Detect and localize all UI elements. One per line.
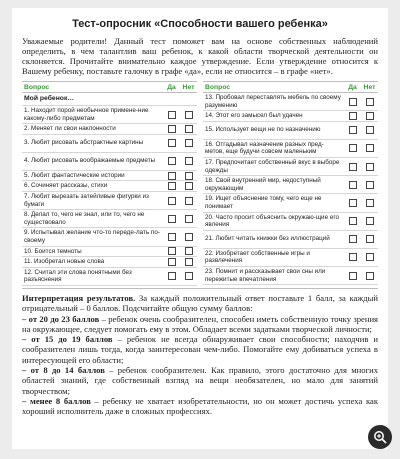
score-range: – от 20 до 23 баллов [22, 313, 100, 324]
answer-cell-no [361, 126, 378, 134]
table-header [22, 81, 197, 93]
answer-cell-yes [163, 111, 180, 119]
answer-cell-no [180, 272, 197, 280]
yes-checkbox[interactable] [349, 144, 357, 152]
no-checkbox[interactable] [366, 253, 374, 261]
answer-cell-yes [163, 247, 180, 255]
header-yes: Да [167, 83, 176, 91]
question-text: 15. Использует вещи не по назначению [205, 126, 321, 134]
answer-cell-no [361, 217, 378, 225]
question-text: 2. Меняет ли свои наклонности [24, 125, 116, 133]
answer-cell-no [361, 199, 378, 207]
table-row [22, 247, 197, 258]
yes-checkbox[interactable] [168, 247, 176, 255]
answer-cell-no [361, 112, 378, 120]
answer-cell-yes [344, 181, 361, 189]
yes-checkbox[interactable] [349, 253, 357, 261]
table-row [22, 181, 197, 192]
table-row [203, 231, 378, 249]
question-text: 10. Боится темноты [24, 247, 82, 255]
answer-cell-yes [163, 157, 180, 165]
question-text: 14. Этот его замысел был удачен [205, 112, 303, 120]
answer-cell-yes [163, 172, 180, 180]
no-checkbox[interactable] [366, 98, 374, 106]
answer-cell-no [361, 235, 378, 243]
score-description: – ребенок сообразителен. Как правило, этого достаточно для многих областей знаний, где собственный взгляд на вещи необязателен, но мало для занятий творчеством; [22, 364, 379, 396]
results-heading-rest: За каждый положительный ответ поставьте 1 балл, за каждый отрицательный – 0 баллов. Подсчитайте общую сумму баллов: [22, 292, 378, 314]
score-description: – ребенку не хватает изобретательности, но он может достичь успеха как хороший исполнитель даже в сложных профессиях. [22, 395, 378, 417]
answer-cell-yes [163, 272, 180, 280]
table-row [203, 140, 378, 158]
answer-cell-yes [344, 144, 361, 152]
table-row [22, 153, 197, 171]
header-no: Нет [182, 83, 195, 91]
table-row [203, 249, 378, 267]
answer-cell-no [180, 125, 197, 133]
no-checkbox[interactable] [366, 112, 374, 120]
yes-checkbox[interactable] [168, 197, 176, 205]
no-checkbox[interactable] [185, 125, 193, 133]
answer-cell-no [180, 172, 197, 180]
yes-checkbox[interactable] [349, 126, 357, 134]
zoom-in-icon [373, 430, 387, 444]
question-text: 23. Помнит и рассказывает свои сны или пережитые впечатления [205, 267, 326, 283]
table-row [203, 111, 378, 122]
answer-cell-yes [163, 258, 180, 266]
answer-cell-yes [163, 233, 180, 241]
questions-column-right [203, 81, 378, 286]
document-page [12, 8, 388, 449]
yes-checkbox[interactable] [349, 98, 357, 106]
table-row [22, 106, 197, 124]
answer-cell-yes [163, 215, 180, 223]
header-yes: Да [348, 83, 357, 91]
yes-checkbox[interactable] [349, 112, 357, 120]
score-range: – от 15 до 19 баллов [22, 334, 113, 345]
no-checkbox[interactable] [185, 247, 193, 255]
results-list [22, 314, 378, 417]
no-checkbox[interactable] [366, 144, 374, 152]
question-text: 13. Пробовал переставлять мебель по своему разумению [205, 94, 341, 109]
answer-cell-yes [344, 235, 361, 243]
intro-paragraph: Уважаемые родители! Данный тест поможет вам на основе собственных наблюдений определить, в чем талантлив ваш ребенок, к какой области творческой деятельности он склоняется. Прочитайте внимательно каждое утверждение. Если утверждение относится к Вашему ребенку, поставьте галочку в графе «да», если не относится – в графе «нет». [22, 36, 378, 76]
question-text: 9. Испытывал желание что-то переде-лать по-своему [24, 229, 160, 244]
results-section [22, 293, 378, 417]
no-checkbox[interactable] [185, 215, 193, 223]
answer-cell-yes [344, 217, 361, 225]
table-row [22, 268, 197, 286]
no-checkbox[interactable] [185, 157, 193, 165]
answer-cell-yes [344, 199, 361, 207]
answer-cell-no [361, 181, 378, 189]
answer-cell-yes [163, 182, 180, 190]
no-checkbox[interactable] [366, 217, 374, 225]
questionnaire-table [22, 81, 378, 289]
answer-cell-no [180, 182, 197, 190]
header-question: Вопрос [24, 83, 50, 91]
question-text: 5. Любит фантастические истории [24, 171, 125, 179]
answer-cell-no [180, 233, 197, 241]
no-checkbox[interactable] [366, 126, 374, 134]
question-text: 22. Изобретает собственные игры и развлечения [205, 249, 310, 265]
yes-checkbox[interactable] [168, 272, 176, 280]
yes-checkbox[interactable] [349, 163, 357, 171]
answer-cell-no [180, 258, 197, 266]
no-checkbox[interactable] [185, 197, 193, 205]
yes-checkbox[interactable] [168, 172, 176, 180]
yes-checkbox[interactable] [349, 235, 357, 243]
no-checkbox[interactable] [366, 163, 374, 171]
results-item [22, 396, 378, 417]
yes-checkbox[interactable] [349, 217, 357, 225]
results-item [22, 334, 378, 365]
yes-checkbox[interactable] [168, 125, 176, 133]
answer-cell-yes [344, 112, 361, 120]
table-row [203, 194, 378, 212]
zoom-button[interactable] [368, 425, 392, 449]
table-row [22, 210, 197, 228]
answer-cell-yes [344, 272, 361, 280]
question-text: 12. Считал эти слова понятными без разъяснения [24, 268, 132, 284]
answer-cell-yes [344, 163, 361, 171]
score-range: – менее 8 баллов [22, 395, 91, 406]
question-text: 6. Сочиняет рассказы, стихи [24, 182, 108, 190]
table-header [203, 81, 378, 93]
answer-cell-no [361, 253, 378, 261]
score-description: – ребенок очень сообразителен, способен иметь собственную точку зрения на окружающее, следует помогать ему в этом. Обладает всеми задатками творческой личности; [22, 313, 379, 334]
answer-cell-yes [344, 253, 361, 261]
table-row [22, 171, 197, 182]
question-text: 11. Изобретал новые слова [24, 258, 105, 266]
header-question: Вопрос [205, 83, 231, 91]
yes-checkbox[interactable] [168, 258, 176, 266]
no-checkbox[interactable] [185, 172, 193, 180]
answer-cell-yes [163, 125, 180, 133]
yes-checkbox[interactable] [349, 181, 357, 189]
yes-checkbox[interactable] [349, 272, 357, 280]
table-row [203, 267, 378, 285]
question-text: 17. Предпочитает собственный вкус в выборе одежды [205, 158, 340, 174]
table-row [203, 93, 378, 111]
answer-cell-no [361, 163, 378, 171]
question-text: 19. Ищет объяснение тому, чего еще не понимает [205, 195, 322, 210]
no-checkbox[interactable] [185, 111, 193, 119]
yes-checkbox[interactable] [168, 233, 176, 241]
table-row [22, 124, 197, 135]
answer-cell-no [361, 144, 378, 152]
answer-cell-no [180, 215, 197, 223]
score-description: – ребенок не всегда обнаруживает свои способности; находчив и сообразителен лишь тогда, когда заинтересован чем-либо. Помогайте ему добиваться успеха в интересующей его области; [22, 334, 379, 365]
no-checkbox[interactable] [185, 233, 193, 241]
question-text: 21. Любит читать книжки без иллюстраций [205, 235, 330, 243]
answer-cell-no [180, 157, 197, 165]
no-checkbox[interactable] [185, 139, 193, 147]
question-text: 20. Часто просит объяснить окружаю-щие его явления [205, 213, 339, 229]
no-checkbox[interactable] [185, 182, 193, 190]
page-title: Тест-опросник «Способности вашего ребенка» [72, 18, 328, 30]
table-row [203, 122, 378, 140]
answer-cell-yes [344, 126, 361, 134]
table-row [203, 158, 378, 176]
yes-checkbox[interactable] [168, 157, 176, 165]
table-row [22, 135, 197, 153]
answer-cell-no [180, 247, 197, 255]
answer-cell-no [180, 139, 197, 147]
score-range: – от 8 до 14 баллов [22, 364, 105, 375]
table-row [22, 228, 197, 246]
answer-cell-yes [344, 98, 361, 106]
question-text: 1. Находит порой необычное примене-ние какому-либо предметам [24, 107, 149, 122]
question-text: 16. Отгадывал назначение разных пред-метов, еще будучи совсем маленьким [205, 140, 324, 156]
yes-checkbox[interactable] [168, 182, 176, 190]
answer-cell-no [361, 98, 378, 106]
results-item [22, 314, 378, 335]
yes-checkbox[interactable] [168, 139, 176, 147]
answer-cell-yes [163, 139, 180, 147]
no-checkbox[interactable] [185, 258, 193, 266]
results-heading: Интерпретация результатов. [22, 292, 136, 303]
no-checkbox[interactable] [366, 181, 374, 189]
answer-cell-yes [163, 197, 180, 205]
table-subheader: Мой ребенок… [22, 93, 197, 106]
answer-cell-no [180, 197, 197, 205]
yes-checkbox[interactable] [168, 111, 176, 119]
results-intro [22, 293, 378, 314]
question-text: 4. Любит рисовать воображаемые предметы [24, 157, 156, 165]
answer-cell-no [361, 272, 378, 280]
questions-column-left [22, 81, 197, 286]
table-row [22, 192, 197, 210]
question-text: 3. Любит рисовать абстрактные картины [24, 139, 144, 147]
question-text: 7. Любит вырезать затейливые фигурки из бумаги [24, 192, 149, 208]
question-text: 8. Делал то, чего не знал, или то, чего не существовало [24, 211, 145, 226]
no-checkbox[interactable] [366, 199, 374, 207]
no-checkbox[interactable] [366, 235, 374, 243]
no-checkbox[interactable] [366, 272, 374, 280]
no-checkbox[interactable] [185, 272, 193, 280]
header-no: Нет [363, 83, 376, 91]
yes-checkbox[interactable] [168, 215, 176, 223]
question-text: 18. Свой внутренний мир, недоступный окружающим [205, 177, 321, 192]
results-item [22, 365, 378, 396]
table-row [22, 257, 197, 268]
answer-cell-no [180, 111, 197, 119]
yes-checkbox[interactable] [349, 199, 357, 207]
table-row [203, 176, 378, 194]
table-row [203, 213, 378, 231]
